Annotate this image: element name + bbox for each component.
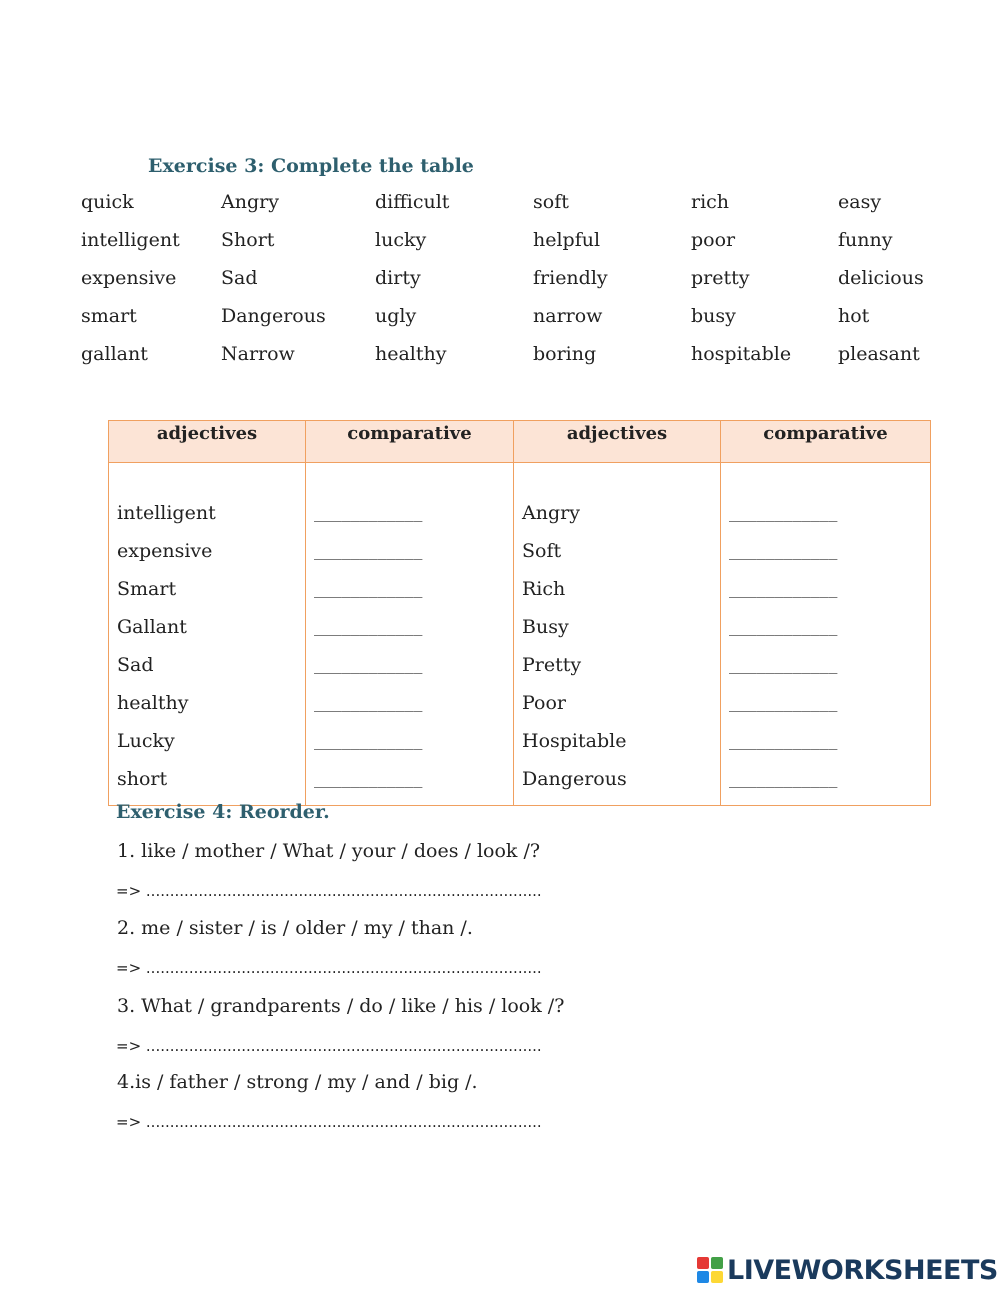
answer-blank[interactable]: ____________ — [729, 732, 838, 750]
answer-blank[interactable]: ____________ — [729, 694, 838, 712]
word: boring — [533, 343, 597, 365]
answer-blank[interactable]: ____________ — [729, 770, 838, 788]
adjective-cell: short — [117, 768, 168, 790]
header-comparative-right: comparative — [721, 421, 931, 463]
word: healthy — [375, 343, 447, 365]
adjective-cell: Dangerous — [522, 768, 627, 790]
reorder-item: 1. like / mother / What / your / does / look /? — [117, 840, 541, 862]
word: lucky — [375, 229, 427, 251]
adjective-cell: Sad — [117, 654, 154, 676]
word: intelligent — [81, 229, 180, 251]
header-adjectives-left: adjectives — [109, 421, 306, 463]
word: hospitable — [691, 343, 792, 365]
right-adjectives-column — [514, 463, 721, 806]
logo-block — [697, 1257, 709, 1269]
answer-line[interactable]: => ................................................................................... — [116, 882, 542, 900]
word: poor — [691, 229, 736, 251]
answer-blank[interactable]: ____________ — [729, 618, 838, 636]
answer-blank[interactable]: ____________ — [314, 542, 423, 560]
word: gallant — [81, 343, 148, 365]
word: Narrow — [221, 343, 295, 365]
adjective-cell: Gallant — [117, 616, 187, 638]
word: busy — [691, 305, 736, 327]
logo-block — [711, 1271, 723, 1283]
adjective-cell: Hospitable — [522, 730, 627, 752]
answer-blank[interactable]: ____________ — [314, 770, 423, 788]
reorder-item: 3. What / grandparents / do / like / his / look /? — [117, 995, 565, 1017]
answer-line[interactable]: => ................................................................................... — [116, 1113, 542, 1131]
adjective-cell: Angry — [522, 502, 580, 524]
word: easy — [838, 191, 882, 213]
word: Dangerous — [221, 305, 326, 327]
adjective-cell: Rich — [522, 578, 566, 600]
left-adjectives-column — [109, 463, 306, 806]
word: soft — [533, 191, 569, 213]
adjective-cell: expensive — [117, 540, 213, 562]
word: difficult — [375, 191, 450, 213]
word: helpful — [533, 229, 601, 251]
word: narrow — [533, 305, 603, 327]
word: expensive — [81, 267, 177, 289]
answer-blank[interactable]: ____________ — [314, 656, 423, 674]
adjective-cell: Poor — [522, 692, 566, 714]
answer-line[interactable]: => ................................................................................... — [116, 1037, 542, 1055]
liveworksheets-logo — [697, 1253, 998, 1287]
table-header-row — [109, 421, 931, 463]
left-comparative-column — [306, 463, 514, 806]
answer-line[interactable]: => ................................................................................... — [116, 959, 542, 977]
reorder-item: 4.is / father / strong / my / and / big /. — [117, 1071, 478, 1093]
answer-blank[interactable]: ____________ — [729, 580, 838, 598]
right-comparative-column — [721, 463, 931, 806]
header-comparative-left: comparative — [306, 421, 514, 463]
answer-blank[interactable]: ____________ — [314, 618, 423, 636]
logo-blocks-icon — [697, 1257, 723, 1283]
answer-blank[interactable]: ____________ — [314, 504, 423, 522]
word: ugly — [375, 305, 417, 327]
reorder-item: 2. me / sister / is / older / my / than /. — [117, 917, 473, 939]
exercise-3-title: Exercise 3: Complete the table — [148, 155, 474, 177]
adjective-cell: intelligent — [117, 502, 216, 524]
answer-blank[interactable]: ____________ — [729, 542, 838, 560]
logo-block — [711, 1257, 723, 1269]
adjective-cell: Lucky — [117, 730, 175, 752]
word: quick — [81, 191, 134, 213]
answer-blank[interactable]: ____________ — [729, 656, 838, 674]
word: dirty — [375, 267, 421, 289]
answer-blank[interactable]: ____________ — [314, 694, 423, 712]
answer-blank[interactable]: ____________ — [729, 504, 838, 522]
exercise-4-title: Exercise 4: Reorder. — [116, 801, 330, 823]
word: pleasant — [838, 343, 920, 365]
word: Angry — [221, 191, 279, 213]
adjective-cell: Soft — [522, 540, 562, 562]
logo-text: LIVEWORKSHEETS — [727, 1254, 998, 1286]
word: friendly — [533, 267, 608, 289]
word: pretty — [691, 267, 750, 289]
answer-blank[interactable]: ____________ — [314, 580, 423, 598]
word: Short — [221, 229, 275, 251]
adjective-cell: Busy — [522, 616, 569, 638]
answer-blank[interactable]: ____________ — [314, 732, 423, 750]
comparative-table — [108, 420, 931, 806]
logo-block — [697, 1271, 709, 1283]
table-body-row — [109, 463, 931, 806]
word: smart — [81, 305, 137, 327]
word: hot — [838, 305, 870, 327]
word: funny — [838, 229, 893, 251]
word: Sad — [221, 267, 258, 289]
word: rich — [691, 191, 730, 213]
header-adjectives-right: adjectives — [514, 421, 721, 463]
adjective-cell: Smart — [117, 578, 177, 600]
word: delicious — [838, 267, 924, 289]
adjective-cell: Pretty — [522, 654, 582, 676]
adjective-cell: healthy — [117, 692, 189, 714]
